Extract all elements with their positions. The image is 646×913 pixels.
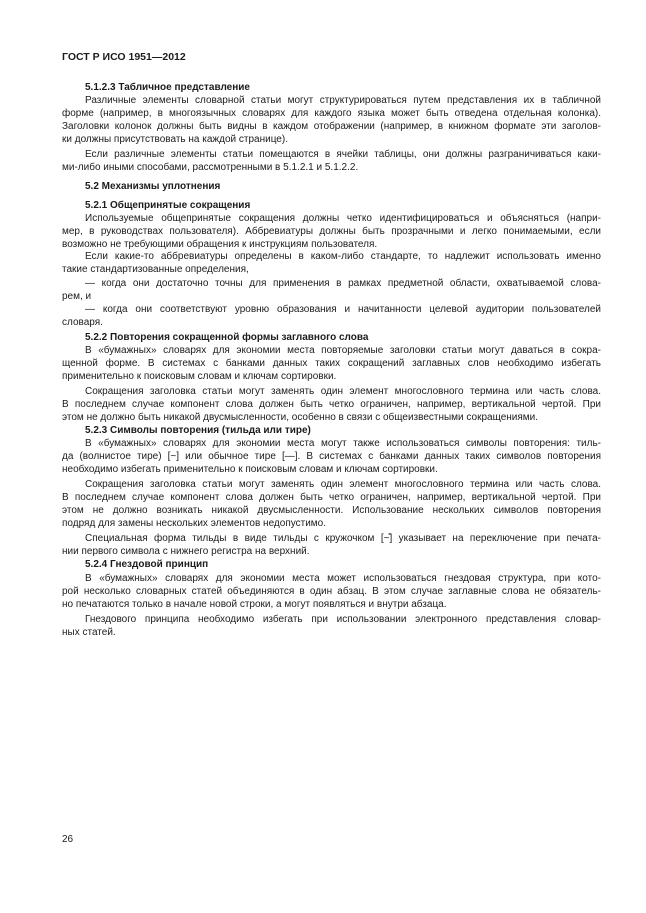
paragraph	[62, 572, 601, 611]
document-code-header: ГОСТ Р ИСО 1951—2012	[62, 51, 186, 63]
text-line: В последнем случае компонент слова должен быть четко ограничен, например, вертикальной чертой. При	[62, 492, 601, 503]
text-line: рой несколько словарных статей объединяются в один абзац. В этом случае заглавные слова не обязатель-	[62, 586, 601, 597]
paragraph	[62, 437, 601, 476]
text-line: словаря.	[62, 317, 103, 328]
paragraph	[62, 613, 601, 639]
paragraph	[62, 478, 601, 530]
text-line: но печатаются только в начале новой строки, а могут появляться и внутри абзаца.	[62, 599, 447, 610]
paragraph	[62, 250, 601, 276]
text-line: В «бумажных» словарях для экономии места может использоваться гнездовая структура, при кото-	[85, 573, 601, 584]
text-line: В «бумажных» словарях для экономии места повторяемые заголовки статьи могут даваться в сокра-	[85, 345, 601, 356]
list-item	[62, 277, 601, 303]
text-line: этом не должно быть никакой двусмысленности, особенно в связи с общеизвестными сокращениями.	[62, 412, 539, 423]
paragraph	[62, 344, 601, 383]
section-heading: 5.2.3 Символы повторения (тильда или тире)	[85, 425, 311, 436]
text-line: Различные элементы словарной статьи могут структурироваться путем представления их в табличной	[85, 95, 601, 106]
text-line: ных статей.	[62, 627, 116, 638]
page-number: 26	[62, 834, 74, 845]
section-heading: 5.2.1 Общепринятые сокращения	[85, 200, 251, 211]
section-5-2	[62, 180, 601, 193]
paragraph	[62, 148, 601, 174]
paragraph	[62, 94, 601, 146]
text-line: возможно не требующими обращения к инструкциям пользователя.	[62, 239, 378, 250]
section-5-2-2	[62, 331, 601, 424]
section-heading: 5.1.2.3 Табличное представление	[85, 82, 250, 93]
text-line: этом не должно возникать никакой двусмысленности. Использование нескольких символов повторения	[62, 505, 601, 516]
section-5-1-2-3	[62, 81, 601, 174]
section-heading: 5.2.4 Гнездовой принцип	[85, 559, 209, 570]
section-5-2-1	[62, 199, 601, 329]
text-line: Если какие-то аббревиатуры определены в каком-либо стандарте, то надлежит использовать именно	[85, 251, 601, 262]
text-line: В последнем случае компонент слова должен быть четко ограничен, например, вертикальной чертой. При	[62, 399, 601, 410]
text-line: рем, и	[62, 291, 92, 302]
text-line: В «бумажных» словарях для экономии места могут также использоваться символы повторения: тиль-	[85, 438, 601, 449]
text-line: — когда они достаточно точны для применения в рамках предметной области, охватываемой слова-	[85, 278, 601, 289]
text-line: применительно к поисковым словам и ключам сортировки.	[62, 371, 337, 382]
section-heading: 5.2.2 Повторения сокращенной формы заглавного слова	[85, 332, 369, 343]
section-5-2-4	[62, 558, 601, 639]
text-line: Сокращения заголовка статьи могут заменять один элемент многословного термина или часть слова.	[85, 386, 601, 397]
text-line: ми-либо иными способами, рассмотренными в 5.1.2.1 и 5.1.2.2.	[62, 162, 359, 173]
text-line: щенной форме. В системах с банками данных таких сокращений заглавных слов необходимо избегать	[62, 358, 601, 369]
section-heading: 5.2 Механизмы уплотнения	[85, 181, 221, 192]
text-line: нии первого символа с нижнего регистра на верхний.	[62, 546, 310, 557]
section-5-2-3	[62, 424, 601, 558]
text-line: форме (например, в многоязычных словарях для каждого языка может быть отведена отдельная колонка).	[62, 108, 601, 119]
text-line: мер, в руководствах пользователя). Аббревиатуры должны быть прозрачными и легко понимаемыми, если	[62, 226, 601, 237]
text-line: Заголовки колонок должны быть видны в каждом отображении (например, в книжном формате эти заголов-	[62, 121, 601, 132]
text-line: необходимо избегать применительно к поисковым словам и ключам сортировки.	[62, 464, 438, 475]
text-line: такие стандартизованные определения,	[62, 264, 249, 275]
text-line: — когда они соответствуют уровню образования и начитанности целевой аудитории пользователей	[85, 304, 601, 315]
paragraph	[62, 212, 601, 251]
list-item	[62, 303, 601, 329]
page-content	[62, 81, 601, 639]
text-line: Используемые общепринятые сокращения должны четко идентифицироваться и объясняться (напри-	[85, 213, 601, 224]
text-line: Специальная форма тильды в виде тильды с кружочком [~̊] указывает на переключение при печата-	[85, 533, 601, 544]
text-line: Сокращения заголовка статьи могут заменять один элемент многословного термина или часть слова.	[85, 479, 601, 490]
text-line: подряд для замены нескольких элементов недопустимо.	[62, 518, 327, 529]
paragraph	[62, 532, 601, 558]
text-line: ки должны присутствовать на каждой странице).	[62, 134, 288, 145]
text-line: Гнездового принципа необходимо избегать при использовании электронного представления словар-	[85, 614, 601, 625]
paragraph	[62, 385, 601, 424]
text-line: да (волнистое тире) [~] или обычное тире [—]. В системах с банками данных таких символов повторения	[62, 451, 601, 462]
text-line: Если различные элементы статьи помещаются в ячейки таблицы, они должны разграничиваться каки-	[85, 149, 601, 160]
